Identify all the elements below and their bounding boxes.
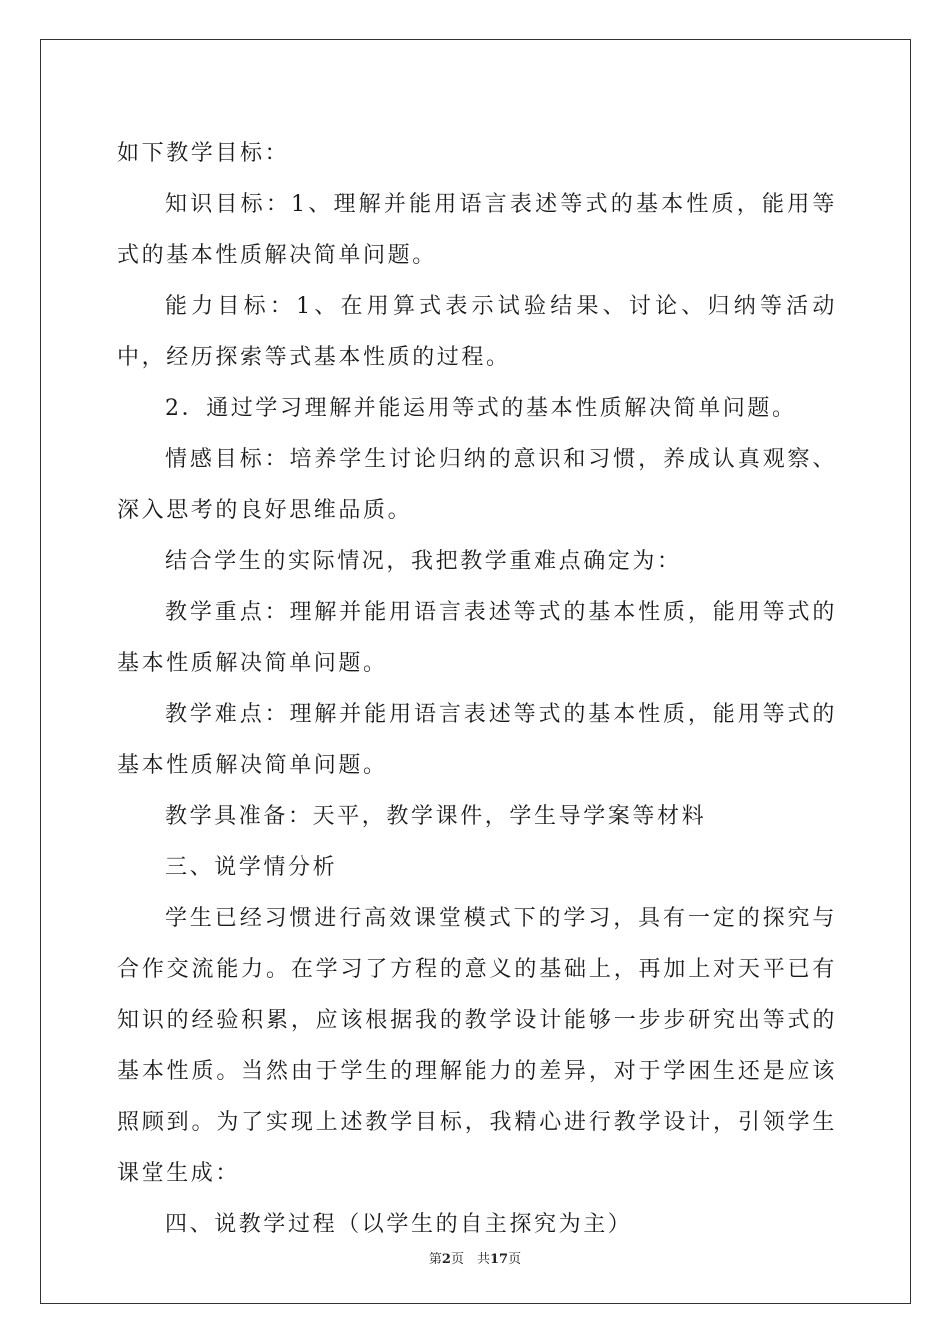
paragraph: 如下教学目标： [117, 141, 290, 166]
footer-suffix: 页 [508, 1252, 522, 1267]
total-page-number: 17 [489, 1252, 509, 1267]
paragraph: 学生已经习惯进行高效课堂模式下的学习，具有一定的探究与合作交流能力。在学习了方程的意义的基础上，再加上对天平已有知识的经验积累，应该根据我的教学设计能够一步步研究出等式的基本性质。当然由于学生的理解能力的差异，对于学困生还是应该照顾到。为了实现上述教学目标，我精心进行教学设计，引领学生课堂生成： [117, 906, 837, 1186]
document-body [117, 128, 837, 1250]
footer-prefix: 第 [428, 1252, 442, 1267]
current-page-number: 2 [441, 1252, 451, 1267]
paragraph: 结合学生的实际情况，我把教学重难点确定为： [165, 549, 682, 574]
paragraph: 教学难点：理解并能用语言表述等式的基本性质，能用等式的基本性质解决简单问题。 [117, 702, 837, 778]
paragraph: 知识目标：1、理解并能用语言表述等式的基本性质，能用等式的基本性质解决简单问题。 [117, 192, 837, 268]
footer-middle: 页 共 [450, 1252, 490, 1267]
section-heading: 四、说教学过程（以学生的自主探究为主） [165, 1212, 633, 1237]
paragraph: 2．通过学习理解并能运用等式的基本性质解决简单问题。 [165, 396, 797, 421]
section-heading: 三、说学情分析 [165, 855, 338, 880]
paragraph: 教学具准备：天平，教学课件，学生导学案等材料 [165, 804, 707, 829]
paragraph: 能力目标：1、在用算式表示试验结果、讨论、归纳等活动中，经历探索等式基本性质的过程。 [117, 294, 837, 370]
page-footer [0, 1248, 950, 1267]
paragraph: 情感目标：培养学生讨论归纳的意识和习惯，养成认真观察、深入思考的良好思维品质。 [117, 447, 837, 523]
paragraph: 教学重点：理解并能用语言表述等式的基本性质，能用等式的基本性质解决简单问题。 [117, 600, 837, 676]
